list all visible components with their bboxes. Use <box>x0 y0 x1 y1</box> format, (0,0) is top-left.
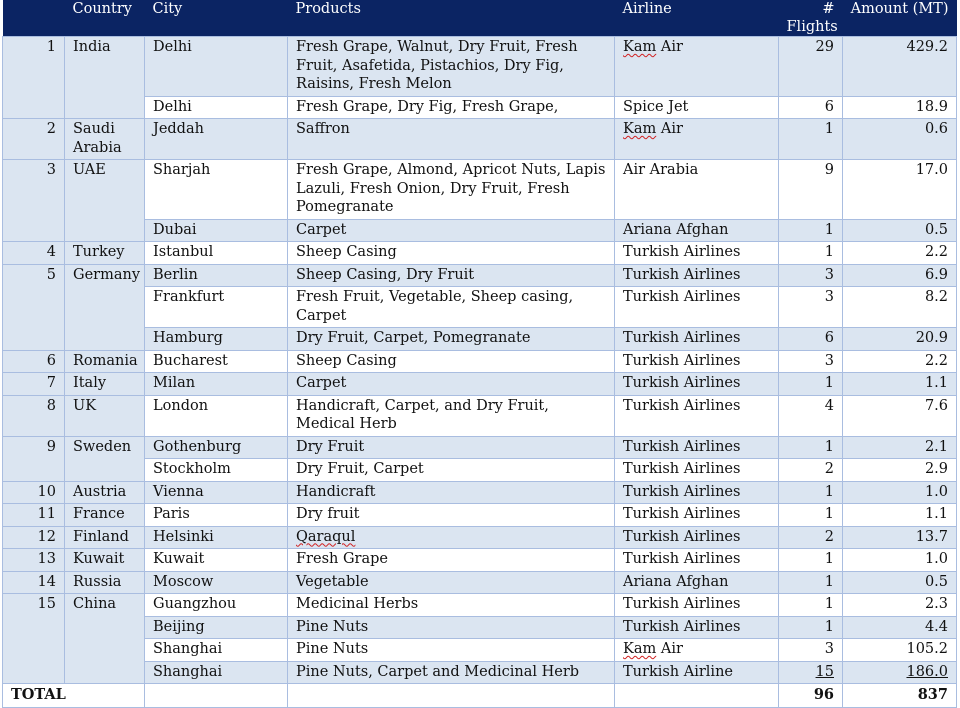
country-cell: Finland <box>65 526 145 549</box>
airline-cell: Turkish Airlines <box>615 436 779 459</box>
amount-cell: 1.0 <box>843 549 957 572</box>
country-cell: Sweden <box>65 436 145 481</box>
row-number: 14 <box>3 571 65 594</box>
amount-cell: 20.9 <box>843 328 957 351</box>
flights-cell: 1 <box>779 119 843 160</box>
products-cell: Sheep Casing <box>288 350 615 373</box>
amount-cell: 2.2 <box>843 242 957 265</box>
header-amount: Amount (MT) <box>843 0 957 37</box>
amount-cell: 2.9 <box>843 459 957 482</box>
flights-cell: 9 <box>779 160 843 220</box>
city-cell: London <box>145 395 288 436</box>
spellcheck-flag: Kam <box>623 39 657 55</box>
amount-cell: 4.4 <box>843 616 957 639</box>
airline-cell: Turkish Airlines <box>615 549 779 572</box>
flights-cell: 3 <box>779 287 843 328</box>
flights-cell: 1 <box>779 594 843 617</box>
products-cell <box>288 526 615 549</box>
products-cell: Pine Nuts <box>288 639 615 662</box>
airline-cell: Turkish Airlines <box>615 242 779 265</box>
airline-cell: Turkish Airlines <box>615 504 779 527</box>
products-cell: Fresh Grape, Almond, Apricot Nuts, Lapis Lazuli, Fresh Onion, Dry Fruit, Fresh Pomegranate <box>288 160 615 220</box>
flights-cell: 6 <box>779 96 843 119</box>
country-cell: Romania <box>65 350 145 373</box>
country-cell: UAE <box>65 160 145 242</box>
country-cell: Germany <box>65 264 145 350</box>
table-row <box>3 395 957 436</box>
row-number: 13 <box>3 549 65 572</box>
flights-cell: 1 <box>779 571 843 594</box>
row-number: 2 <box>3 119 65 160</box>
table-row <box>3 96 957 119</box>
row-number: 12 <box>3 526 65 549</box>
country-cell: India <box>65 37 145 119</box>
table-row <box>3 37 957 97</box>
airline-cell: Turkish Airlines <box>615 350 779 373</box>
spellcheck-flag: Qaraqul <box>296 528 356 545</box>
airline-cell: Kam Air <box>615 37 779 97</box>
airline-cell: Turkish Airlines <box>615 373 779 396</box>
amount-cell: 1.1 <box>843 373 957 396</box>
country-cell: Kuwait <box>65 549 145 572</box>
airline-cell: Kam Air <box>615 639 779 662</box>
country-cell: Saudi Arabia <box>65 119 145 160</box>
city-cell: Milan <box>145 373 288 396</box>
airline-cell: Turkish Airlines <box>615 459 779 482</box>
table-row <box>3 119 957 160</box>
city-cell: Sharjah <box>145 160 288 220</box>
table-row <box>3 242 957 265</box>
flights-cell: 4 <box>779 395 843 436</box>
airline-cell: Spice Jet <box>615 96 779 119</box>
table-row <box>3 594 957 617</box>
city-cell: Shanghai <box>145 661 288 684</box>
products-cell: Sheep Casing, Dry Fruit <box>288 264 615 287</box>
table-row <box>3 219 957 242</box>
flights-cell: 3 <box>779 639 843 662</box>
country-cell: UK <box>65 395 145 436</box>
products-cell: Fresh Grape, Walnut, Dry Fruit, Fresh Fruit, Asafetida, Pistachios, Dry Fig, Raisins, Fresh Melon <box>288 37 615 97</box>
country-cell: Turkey <box>65 242 145 265</box>
row-number: 11 <box>3 504 65 527</box>
row-number: 4 <box>3 242 65 265</box>
flights-cell: 1 <box>779 373 843 396</box>
amount-cell: 429.2 <box>843 37 957 97</box>
products-cell: Dry Fruit, Carpet, Pomegranate <box>288 328 615 351</box>
table-row <box>3 639 957 662</box>
city-cell: Vienna <box>145 481 288 504</box>
row-number: 10 <box>3 481 65 504</box>
flights-cell: 6 <box>779 328 843 351</box>
amount-cell: 0.5 <box>843 219 957 242</box>
city-cell: Istanbul <box>145 242 288 265</box>
products-cell: Dry Fruit, Carpet <box>288 459 615 482</box>
products-cell: Carpet <box>288 219 615 242</box>
row-number: 7 <box>3 373 65 396</box>
city-cell: Kuwait <box>145 549 288 572</box>
row-number: 9 <box>3 436 65 481</box>
row-number: 15 <box>3 594 65 684</box>
products-cell: Sheep Casing <box>288 242 615 265</box>
airline-cell: Kam Air <box>615 119 779 160</box>
country-cell: France <box>65 504 145 527</box>
city-cell: Guangzhou <box>145 594 288 617</box>
amount-cell: 17.0 <box>843 160 957 220</box>
table-row <box>3 264 957 287</box>
amount-cell: 1.1 <box>843 504 957 527</box>
products-cell: Handicraft, Carpet, and Dry Fruit, Medical Herb <box>288 395 615 436</box>
amount-cell: 0.6 <box>843 119 957 160</box>
country-cell: Austria <box>65 481 145 504</box>
row-number: 8 <box>3 395 65 436</box>
table-row <box>3 549 957 572</box>
total-flights: 96 <box>779 684 843 708</box>
row-number: 3 <box>3 160 65 242</box>
total-amount: 837 <box>843 684 957 708</box>
amount-cell: 13.7 <box>843 526 957 549</box>
amount-cell: 0.5 <box>843 571 957 594</box>
airline-cell: Ariana Afghan <box>615 571 779 594</box>
city-cell: Hamburg <box>145 328 288 351</box>
flights-cell: 1 <box>779 242 843 265</box>
city-cell: Beijing <box>145 616 288 639</box>
table-row <box>3 616 957 639</box>
header-city: City <box>145 0 288 37</box>
amount-cell: 186.0 <box>843 661 957 684</box>
city-cell: Paris <box>145 504 288 527</box>
airline-cell: Air Arabia <box>615 160 779 220</box>
country-cell: Russia <box>65 571 145 594</box>
products-cell: Vegetable <box>288 571 615 594</box>
header-airline: Airline <box>615 0 779 37</box>
city-cell: Moscow <box>145 571 288 594</box>
flights-cell: 1 <box>779 616 843 639</box>
spellcheck-flag: Kam <box>623 641 657 657</box>
city-cell: Gothenburg <box>145 436 288 459</box>
table-row <box>3 526 957 549</box>
table-row <box>3 459 957 482</box>
city-cell: Bucharest <box>145 350 288 373</box>
city-cell: Jeddah <box>145 119 288 160</box>
products-cell: Medicinal Herbs <box>288 594 615 617</box>
table-row <box>3 481 957 504</box>
flights-cell: 1 <box>779 219 843 242</box>
amount-cell: 2.3 <box>843 594 957 617</box>
amount-cell: 2.1 <box>843 436 957 459</box>
city-cell: Delhi <box>145 37 288 97</box>
total-spacer <box>145 684 288 708</box>
country-cell: China <box>65 594 145 684</box>
city-cell: Stockholm <box>145 459 288 482</box>
flights-cell: 1 <box>779 481 843 504</box>
total-label: TOTAL <box>3 684 145 708</box>
city-cell: Dubai <box>145 219 288 242</box>
airline-cell: Turkish Airlines <box>615 616 779 639</box>
amount-cell: 105.2 <box>843 639 957 662</box>
table-row <box>3 350 957 373</box>
flights-cell: 15 <box>779 661 843 684</box>
header-country: Country <box>65 0 145 37</box>
products-cell: Saffron <box>288 119 615 160</box>
flights-cell: 1 <box>779 504 843 527</box>
flights-cell: 29 <box>779 37 843 97</box>
city-cell: Berlin <box>145 264 288 287</box>
row-number: 5 <box>3 264 65 350</box>
city-cell: Delhi <box>145 96 288 119</box>
table-row <box>3 328 957 351</box>
products-cell: Handicraft <box>288 481 615 504</box>
flights-cell: 1 <box>779 436 843 459</box>
total-spacer <box>288 684 615 708</box>
row-number: 6 <box>3 350 65 373</box>
products-cell: Fresh Fruit, Vegetable, Sheep casing, Carpet <box>288 287 615 328</box>
table-body <box>3 37 957 684</box>
table-row <box>3 436 957 459</box>
products-cell: Dry fruit <box>288 504 615 527</box>
airline-cell: Turkish Airline <box>615 661 779 684</box>
products-cell: Fresh Grape <box>288 549 615 572</box>
air-cargo-table <box>2 0 957 708</box>
total-spacer <box>615 684 779 708</box>
products-cell: Pine Nuts <box>288 616 615 639</box>
products-cell: Pine Nuts, Carpet and Medicinal Herb <box>288 661 615 684</box>
airline-cell: Turkish Airlines <box>615 395 779 436</box>
airline-cell: Turkish Airlines <box>615 594 779 617</box>
country-cell: Italy <box>65 373 145 396</box>
flights-cell: 3 <box>779 350 843 373</box>
airline-cell: Turkish Airlines <box>615 264 779 287</box>
table-row <box>3 160 957 220</box>
table-header-row <box>3 0 957 37</box>
city-cell: Shanghai <box>145 639 288 662</box>
airline-cell: Turkish Airlines <box>615 287 779 328</box>
products-cell: Dry Fruit <box>288 436 615 459</box>
row-number: 1 <box>3 37 65 119</box>
airline-cell: Ariana Afghan <box>615 219 779 242</box>
airline-cell: Turkish Airlines <box>615 328 779 351</box>
spellcheck-flag: Kam <box>623 121 657 137</box>
flights-cell: 2 <box>779 459 843 482</box>
table-row <box>3 504 957 527</box>
flights-cell: 3 <box>779 264 843 287</box>
table-row <box>3 661 957 684</box>
airline-cell: Turkish Airlines <box>615 526 779 549</box>
amount-cell: 1.0 <box>843 481 957 504</box>
amount-cell: 18.9 <box>843 96 957 119</box>
city-cell: Frankfurt <box>145 287 288 328</box>
products-cell: Carpet <box>288 373 615 396</box>
airline-cell: Turkish Airlines <box>615 481 779 504</box>
amount-cell: 7.6 <box>843 395 957 436</box>
products-cell: Fresh Grape, Dry Fig, Fresh Grape, <box>288 96 615 119</box>
total-row <box>3 684 957 708</box>
flights-cell: 2 <box>779 526 843 549</box>
header-products: Products <box>288 0 615 37</box>
flights-cell: 1 <box>779 549 843 572</box>
header-flights: # Flights <box>779 0 843 37</box>
amount-cell: 6.9 <box>843 264 957 287</box>
table-row <box>3 287 957 328</box>
city-cell: Helsinki <box>145 526 288 549</box>
table-row <box>3 373 957 396</box>
amount-cell: 2.2 <box>843 350 957 373</box>
header-no <box>3 0 65 37</box>
table-row <box>3 571 957 594</box>
amount-cell: 8.2 <box>843 287 957 328</box>
